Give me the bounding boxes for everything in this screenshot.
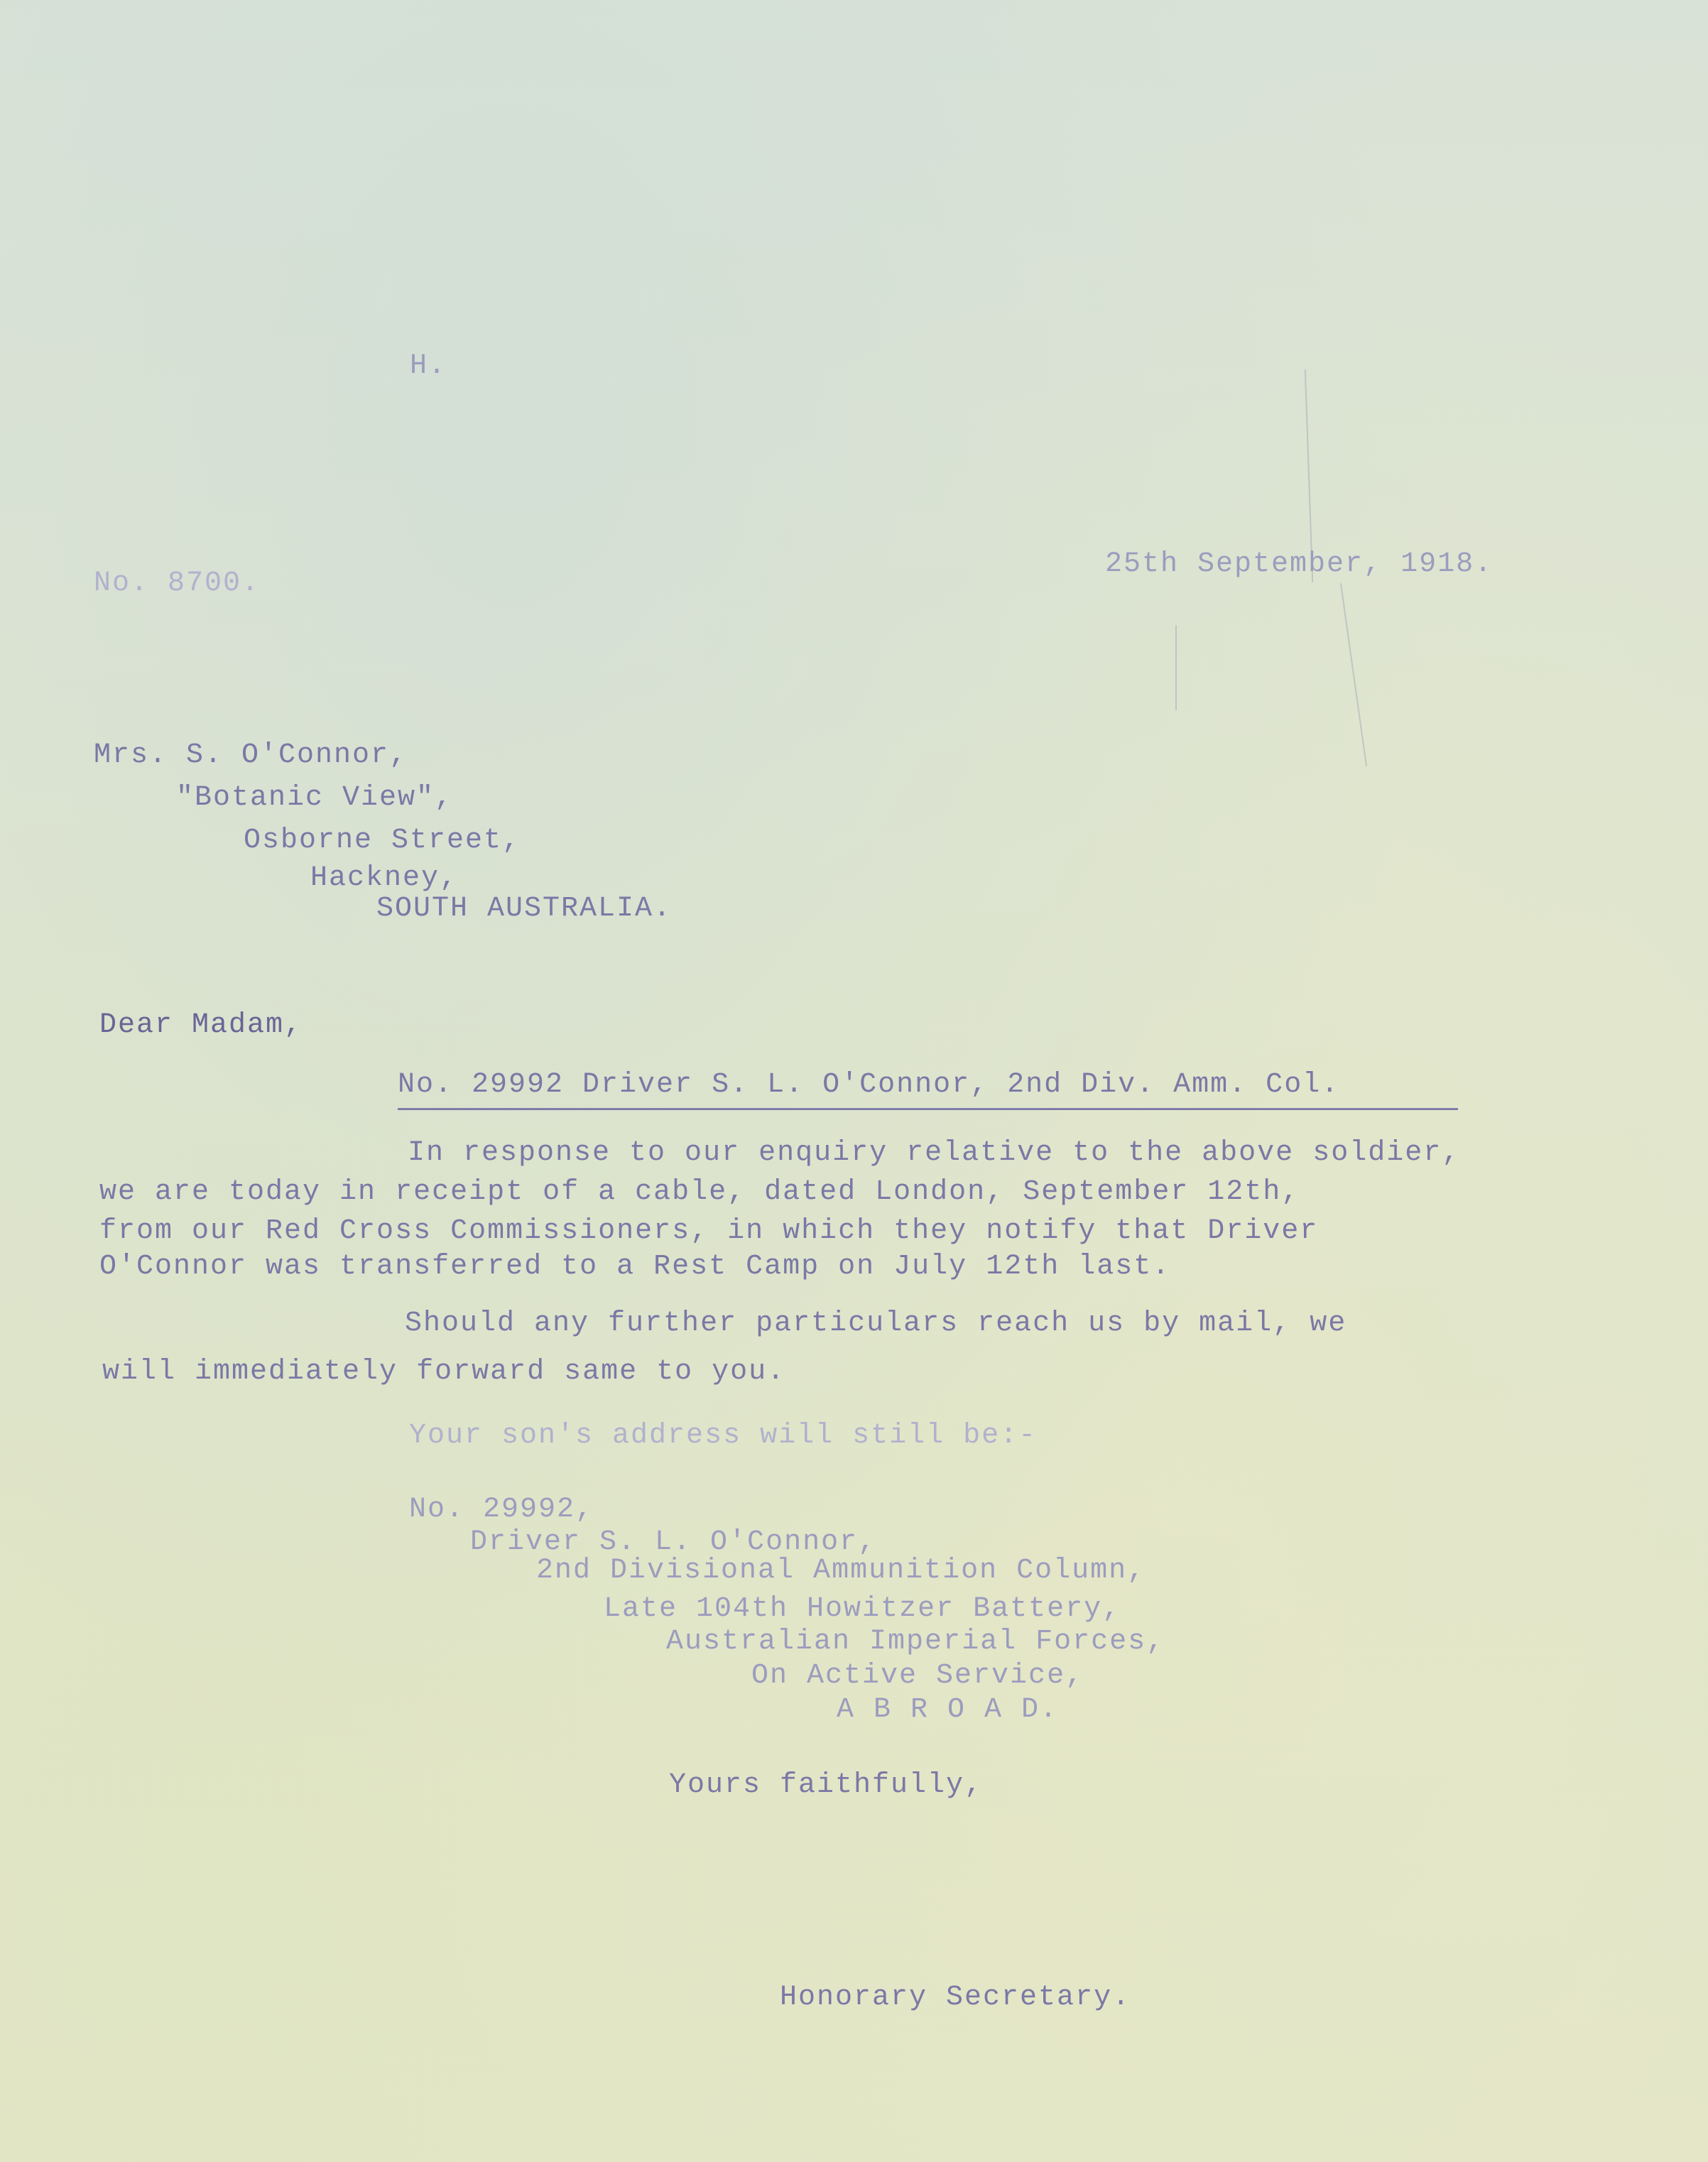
soldier-unit: 2nd Divisional Ammunition Column,: [536, 1555, 1146, 1587]
subject-underline: [398, 1108, 1458, 1110]
subject-line: No. 29992 Driver S. L. O'Connor, 2nd Div. Amm. Col.: [398, 1069, 1340, 1101]
paragraph2-line1: Should any further particulars reach us by mail, we: [405, 1308, 1347, 1340]
paragraph1-line3: from our Red Cross Commissioners, in which they notify that Driver: [99, 1215, 1319, 1247]
letter-date: 25th September, 1918.: [1105, 548, 1494, 580]
recipient-street: Osborne Street,: [244, 825, 521, 857]
paragraph1-line1: In response to our enquiry relative to the above soldier,: [408, 1137, 1461, 1169]
recipient-house: "Botanic View",: [176, 782, 454, 814]
signature-title: Honorary Secretary.: [780, 1982, 1131, 2014]
soldier-battery: Late 104th Howitzer Battery,: [604, 1593, 1121, 1625]
recipient-name: Mrs. S. O'Connor,: [94, 739, 408, 771]
soldier-service: On Active Service,: [751, 1660, 1084, 1692]
closing: Yours faithfully,: [669, 1769, 984, 1801]
paragraph2-line2: will immediately forward same to you.: [102, 1356, 786, 1388]
soldier-number: No. 29992,: [409, 1494, 594, 1526]
recipient-state: SOUTH AUSTRALIA.: [376, 893, 673, 925]
address-intro: Your son's address will still be:-: [409, 1420, 1038, 1452]
paragraph1-line2: we are today in receipt of a cable, dated London, September 12th,: [99, 1176, 1300, 1208]
salutation: Dear Madam,: [99, 1009, 303, 1041]
soldier-forces: Australian Imperial Forces,: [666, 1626, 1165, 1658]
paper-crease: [1340, 583, 1367, 766]
paper-crease: [1175, 625, 1177, 710]
paragraph1-line4: O'Connor was transferred to a Rest Camp on July 12th last.: [99, 1251, 1171, 1283]
recipient-suburb: Hackney,: [310, 862, 459, 894]
soldier-name: Driver S. L. O'Connor,: [470, 1526, 877, 1558]
soldier-abroad: A B R O A D.: [837, 1694, 1059, 1726]
reference-number: No. 8700.: [94, 567, 261, 599]
office-initial: H.: [410, 350, 447, 382]
